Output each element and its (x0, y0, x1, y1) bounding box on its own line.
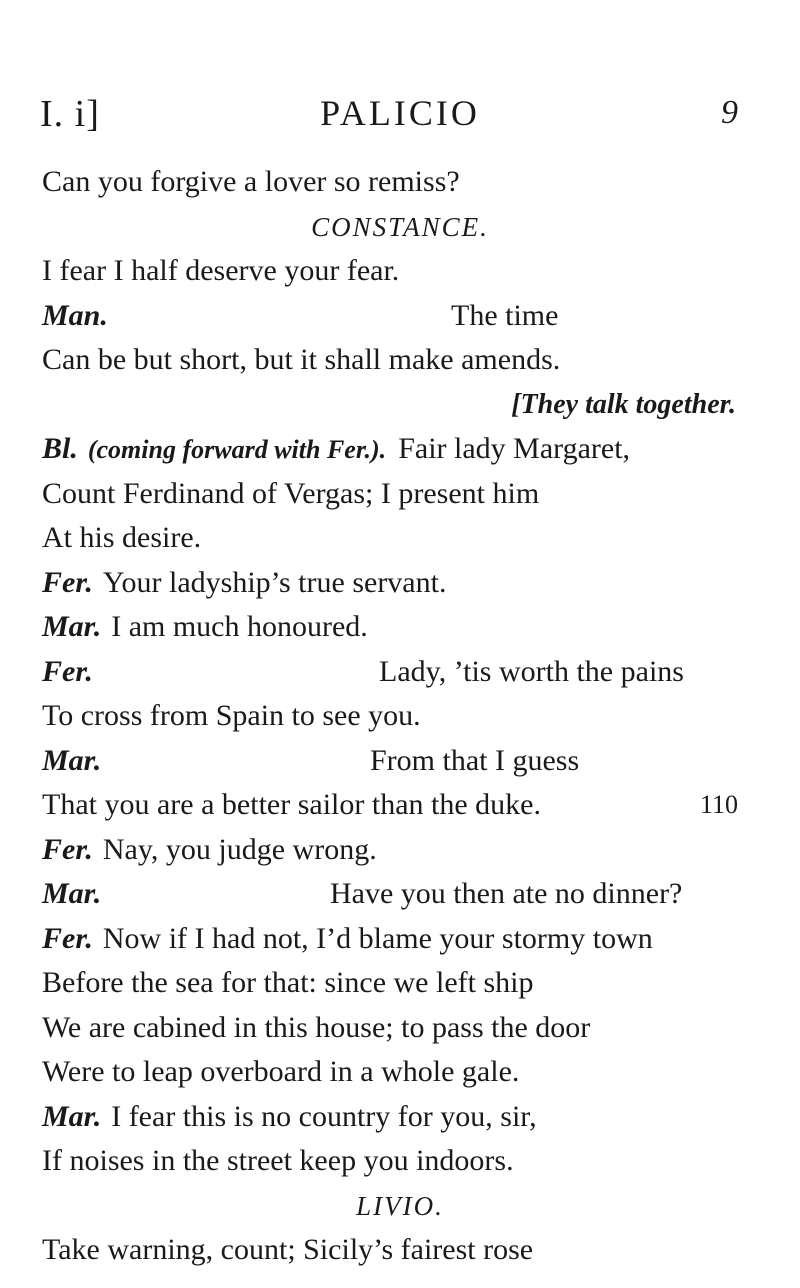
verse-line (42, 1141, 514, 1181)
verse-line (42, 741, 580, 781)
speaker-name: Man. (42, 299, 108, 332)
speaker-heading (0, 207, 800, 247)
verse-line (42, 696, 421, 736)
line-text: To cross from Spain to see you. (42, 699, 421, 732)
verse-line (42, 607, 368, 647)
speaker-name: Mar. (42, 744, 102, 777)
verse-line (42, 340, 560, 380)
verse-line (42, 518, 201, 558)
speaker-name: Fer. (42, 566, 93, 599)
verse-line (42, 785, 541, 825)
running-header (0, 92, 800, 142)
running-title: PALICIO (320, 93, 480, 133)
line-text: Can you forgive a lover so remiss? (42, 165, 460, 198)
line-number: 110 (699, 790, 738, 819)
speaker-name: Mar. (42, 610, 102, 643)
line-text: Fair lady Margaret, (398, 432, 631, 465)
line-text: Now if I had not, I’d blame your stormy town (102, 922, 653, 955)
line-text: From that I guess (370, 744, 580, 777)
line-text: At his desire. (42, 521, 202, 554)
verse-line (42, 1052, 519, 1092)
verse-line (42, 563, 446, 603)
verse-line (42, 1097, 537, 1137)
line-text: Take warning, count; Sicily’s fairest rose (42, 1233, 534, 1266)
stage-text: [They talk together. (511, 389, 736, 420)
line-text: That you are a better sailor than the duke. (42, 788, 541, 821)
line-text: Your ladyship’s true servant. (102, 566, 447, 599)
line-text: Nay, you judge wrong. (102, 833, 377, 866)
speaker-name: Fer. (42, 922, 93, 955)
line-text: Lady, ’tis worth the pains (379, 655, 684, 688)
verse-line (42, 919, 653, 959)
line-text: I fear this is no country for you, sir, (111, 1100, 537, 1133)
line-text: Count Ferdinand of Vergas; I present him (42, 477, 540, 510)
line-text: We are cabined in this house; to pass the door (42, 1011, 591, 1044)
verse-line (42, 296, 559, 336)
line-text: If noises in the street keep you indoors. (42, 1144, 514, 1177)
line-text: Before the sea for that: since we left ship (42, 966, 534, 999)
stage-direction-inline: (coming forward with Fer.). (87, 435, 387, 464)
verse-line (42, 874, 683, 914)
line-text: Were to leap overboard in a whole gale. (42, 1055, 520, 1088)
verse-line (42, 1230, 533, 1270)
line-text: I fear I half deserve your fear. (42, 254, 400, 287)
verse-line (42, 474, 539, 514)
act-scene-marker: I. i] (40, 93, 100, 135)
speaker-name: Mar. (42, 877, 102, 910)
line-text: I am much honoured. (111, 610, 368, 643)
stage-direction (511, 385, 736, 425)
speaker-name: Bl. (42, 432, 78, 465)
verse-line (42, 830, 377, 870)
heading-text: CONSTANCE. (311, 212, 489, 242)
heading-text: LIVIO. (356, 1191, 444, 1221)
speaker-name: Fer. (42, 833, 93, 866)
speaker-name: Mar. (42, 1100, 102, 1133)
line-text: Can be but short, but it shall make amends. (42, 343, 561, 376)
verse-line (42, 162, 460, 202)
verse-line (42, 652, 684, 692)
verse-line (42, 963, 533, 1003)
verse-line (42, 1008, 590, 1048)
verse-line (42, 251, 399, 291)
line-text: The time (451, 299, 559, 332)
verse-line (42, 429, 630, 470)
speaker-heading (0, 1186, 800, 1226)
line-text: Have you then ate no dinner? (330, 877, 683, 910)
speaker-name: Fer. (42, 655, 93, 688)
page-number: 9 (721, 94, 738, 131)
